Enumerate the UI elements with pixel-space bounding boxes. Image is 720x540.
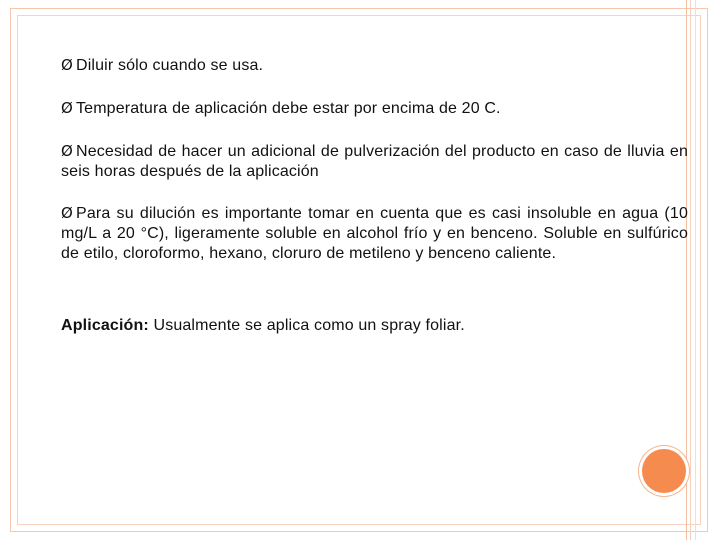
bullet-text: Para su dilución es importante tomar en cuenta que es casi insoluble en agua (10 mg/L a 20 °C), ligeramente soluble en alcohol frío y en benceno. Soluble en sulfúrico de etilo, cloroformo, hexano, cloruro de metileno y benceno caliente. <box>61 205 688 262</box>
application-note <box>61 316 688 336</box>
bullet-text: Necesidad de hacer un adicional de pulverización del producto en caso de lluvia en seis horas después de la aplicación <box>61 143 688 180</box>
arrow-bullet-icon: Ø <box>61 142 73 160</box>
bullet-item <box>61 203 688 264</box>
application-label: Aplicación: <box>61 317 149 334</box>
arrow-bullet-icon: Ø <box>61 56 73 74</box>
arrow-bullet-icon: Ø <box>61 204 73 222</box>
slide-content <box>61 52 688 336</box>
arrow-bullet-icon: Ø <box>61 99 73 117</box>
accent-circle-decoration <box>642 449 686 493</box>
application-text: Usualmente se aplica como un spray foliar. <box>148 317 465 334</box>
decorative-rail-line <box>695 0 696 540</box>
bullet-item <box>61 141 688 182</box>
bullet-item <box>61 98 688 119</box>
decorative-rail-line <box>690 0 691 540</box>
bullet-item <box>61 55 688 76</box>
bullet-text: Temperatura de aplicación debe estar por encima de 20 C. <box>76 100 501 117</box>
bullet-text: Diluir sólo cuando se usa. <box>76 57 264 74</box>
